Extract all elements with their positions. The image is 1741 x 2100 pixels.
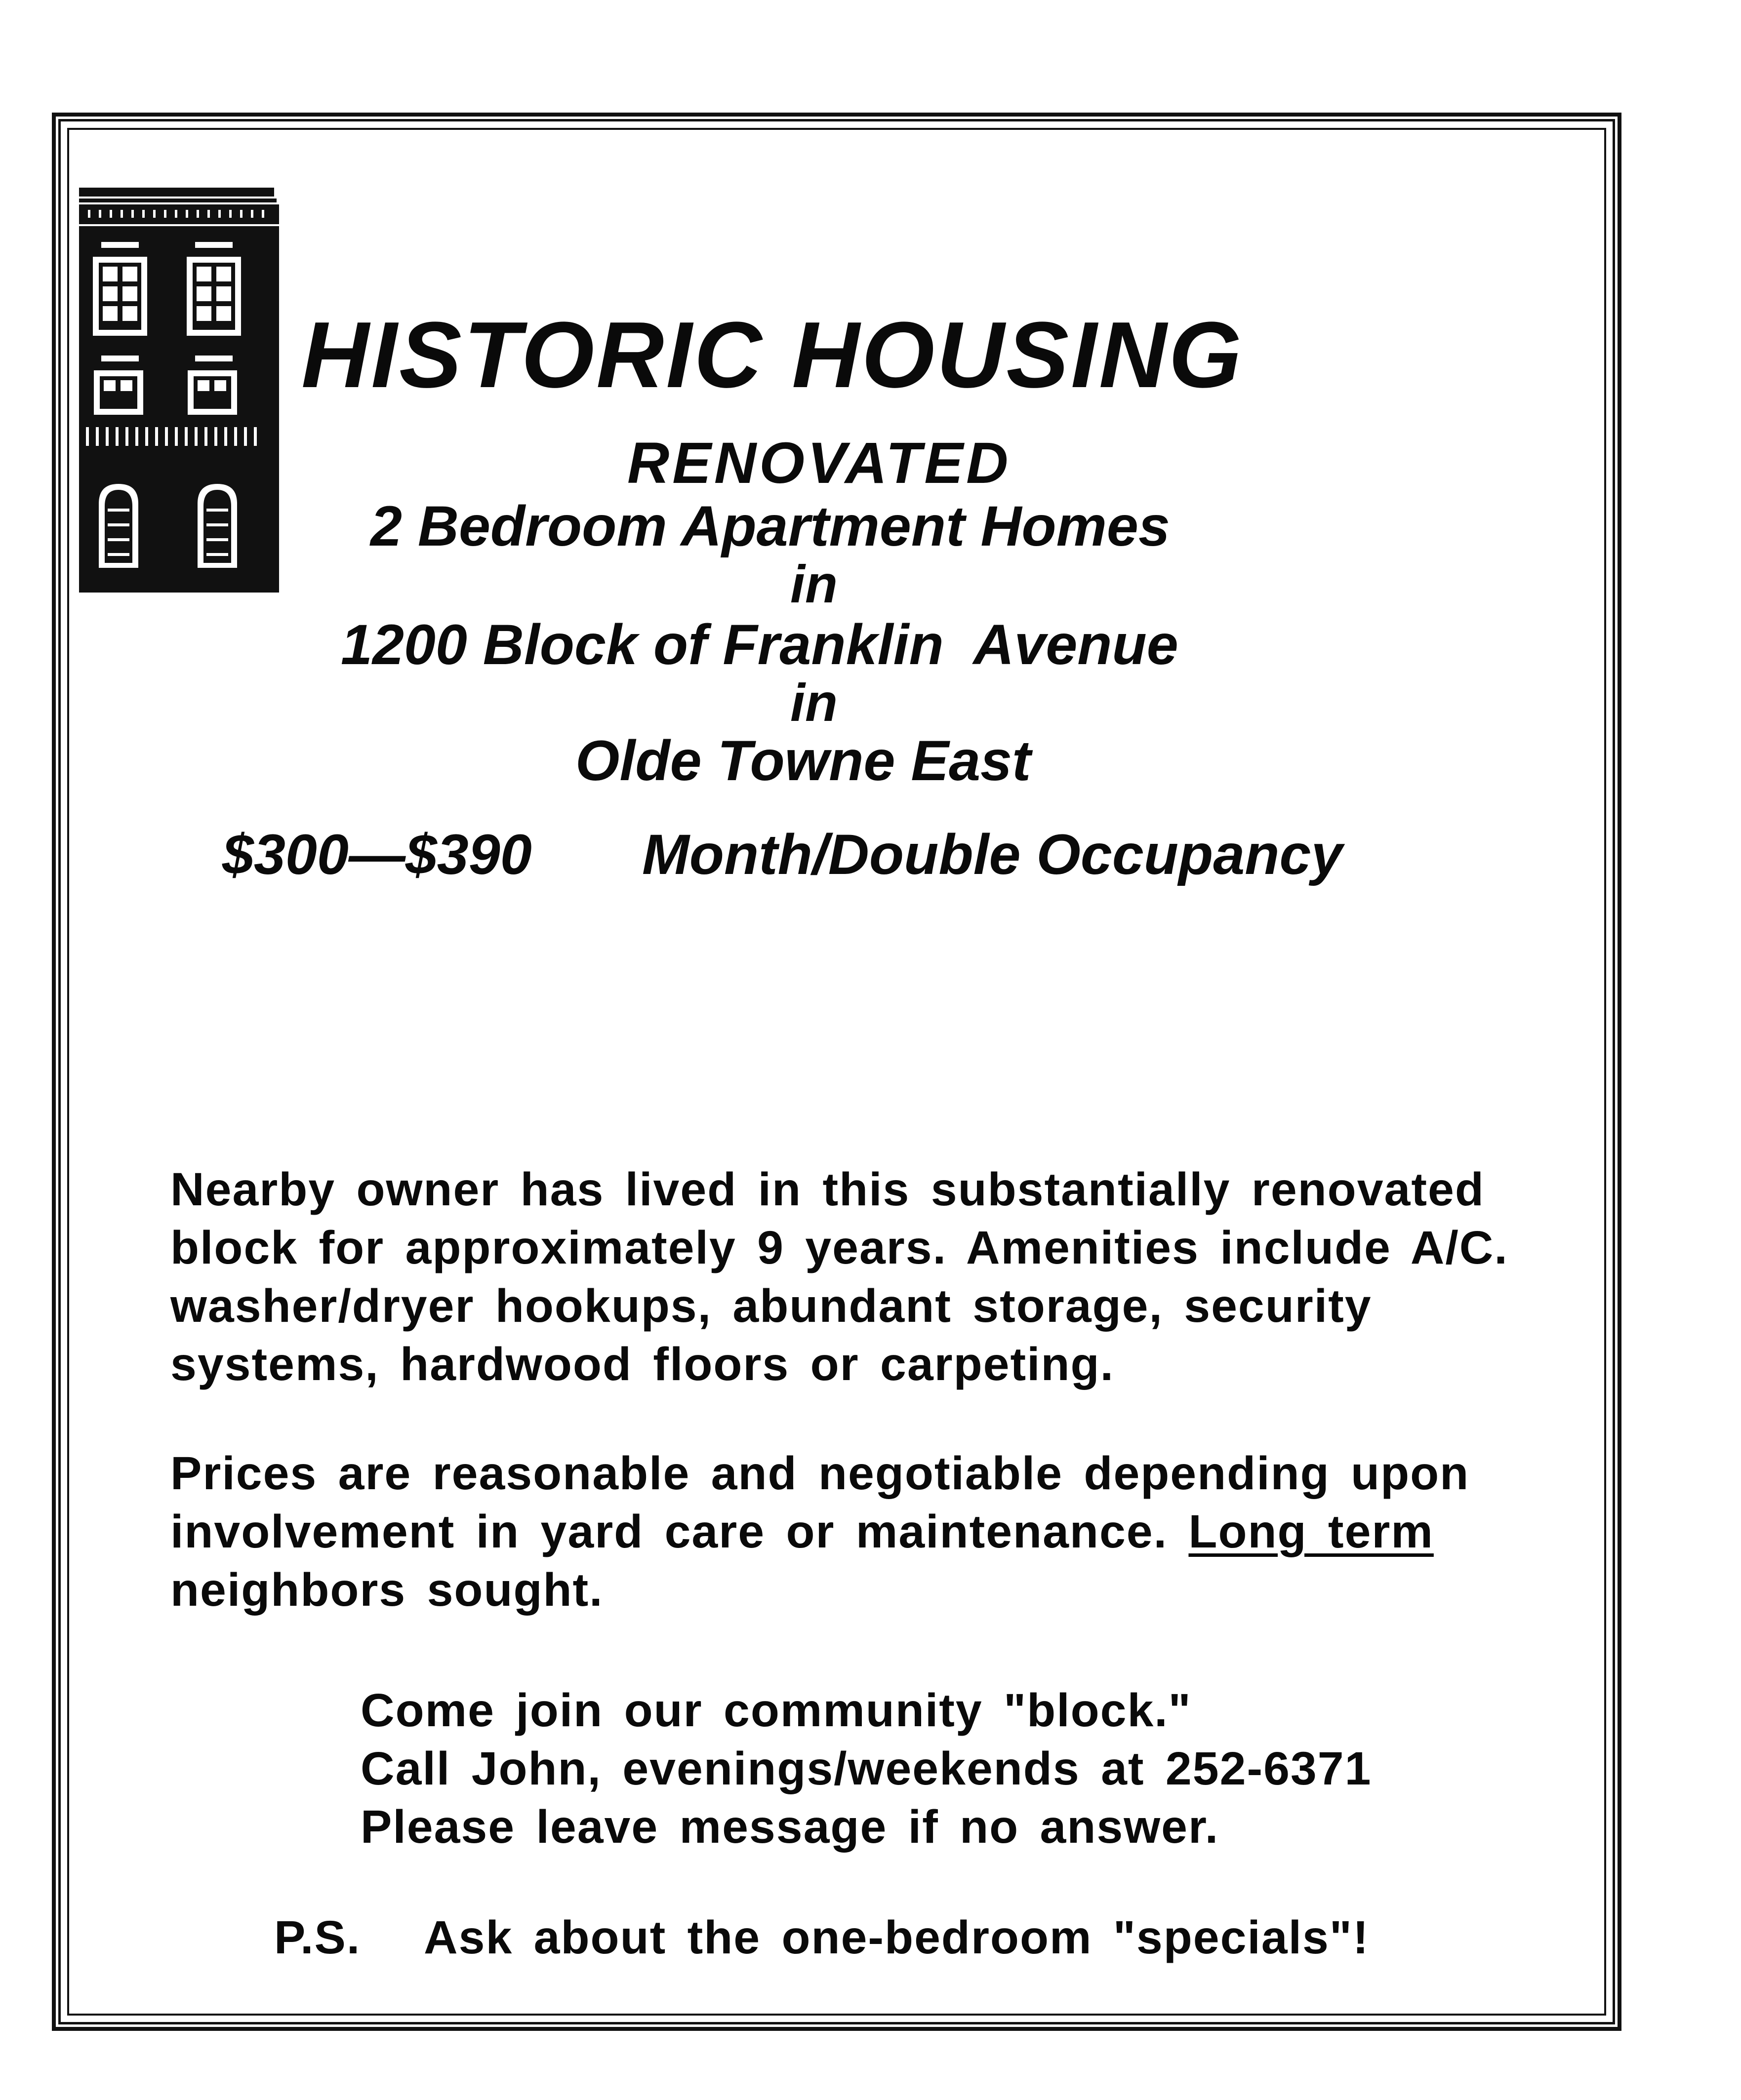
pricing-paragraph <box>170 1444 1469 1619</box>
headline-line-4: in <box>790 673 838 732</box>
paragraph-line: systems, hardwood floors or carpeting. <box>170 1338 1114 1390</box>
paragraph-line <box>170 1503 1469 1561</box>
page-title: HISTORIC HOUSING <box>301 303 1244 407</box>
paragraph-line: block for approximately 9 years. Amenities include A/C. <box>170 1222 1508 1274</box>
paragraph-line: Prices are reasonable and negotiable depending upon <box>170 1447 1470 1500</box>
subtitle: RENOVATED <box>627 431 1012 496</box>
underlined-text: Long term <box>1188 1506 1434 1558</box>
occupancy-note: Month/Double Occupancy <box>642 823 1343 886</box>
townhouse-illustration <box>79 188 282 597</box>
paragraph-line: neighbors sought. <box>170 1564 604 1616</box>
contact-line: Come join our community "block." <box>361 1684 1192 1737</box>
paragraph-line: Nearby owner has lived in this substantially renovated <box>170 1163 1485 1216</box>
paragraph-line: washer/dryer hookups, abundant storage, security <box>170 1280 1372 1332</box>
ps-text: Ask about the one-bedroom "specials"! <box>424 1911 1370 1964</box>
headline-line-5: Olde Towne East <box>575 729 1031 792</box>
contact-line: Please leave message if no answer. <box>361 1801 1219 1853</box>
paragraph-text: involvement in yard care or maintenance. <box>170 1506 1189 1558</box>
amenities-paragraph <box>170 1160 1508 1393</box>
headline-line-3: 1200 Block of Franklin Avenue <box>341 613 1178 676</box>
headline-line-1: 2 Bedroom Apartment Homes <box>370 495 1170 558</box>
contact-line: Call John, evenings/weekends at 252-6371 <box>361 1743 1372 1795</box>
contact-block <box>361 1681 1372 1856</box>
headline-line-2: in <box>790 554 838 614</box>
ps-label: P.S. <box>274 1911 361 1964</box>
price-range: $300—$390 <box>222 823 532 886</box>
